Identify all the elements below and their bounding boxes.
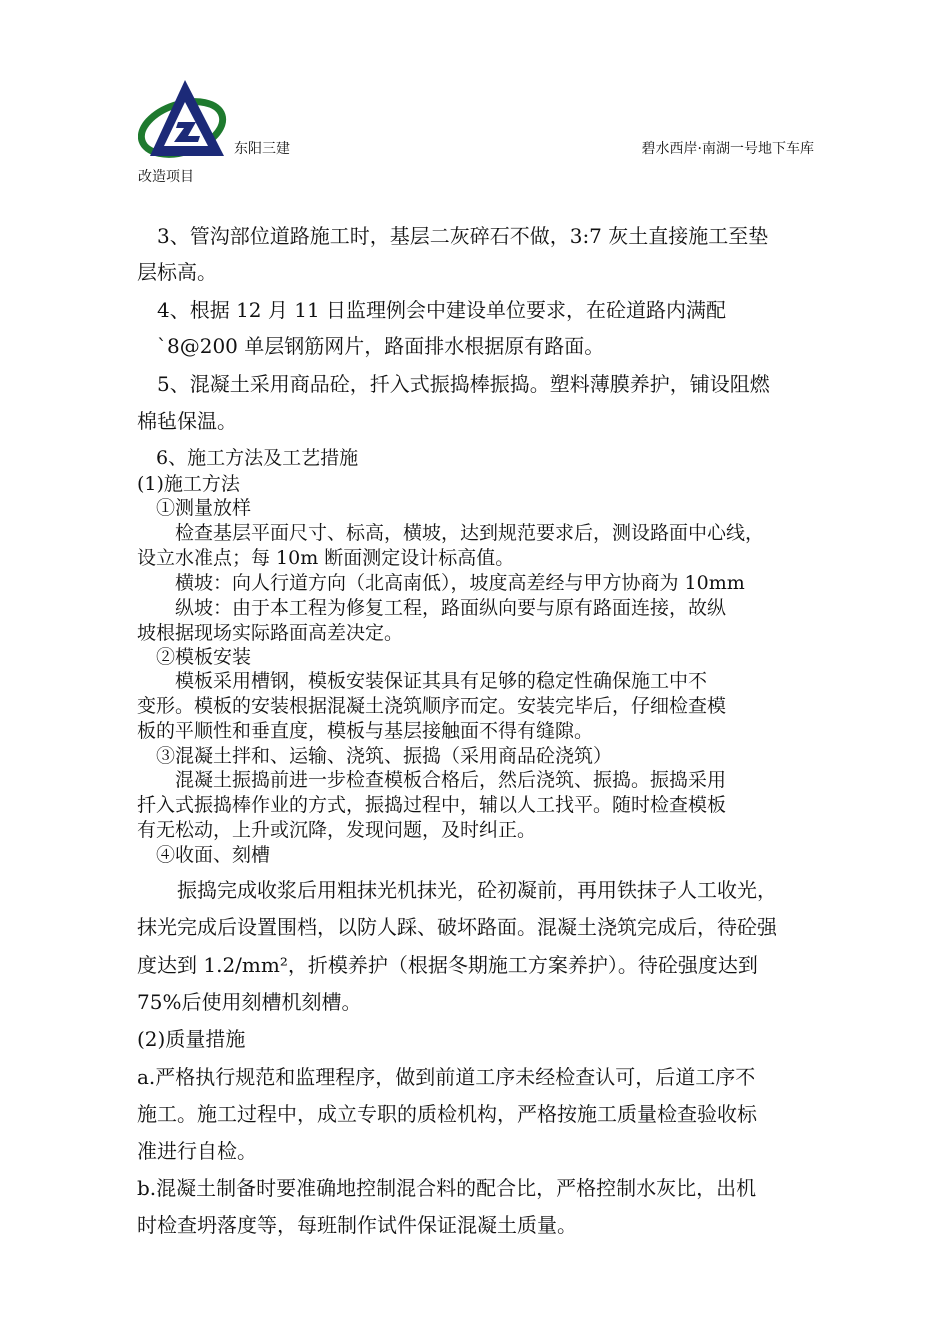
body-line: 时检查坍落度等，每班制作试件保证混凝土质量。 <box>137 1213 577 1237</box>
body-line: 扦入式振捣棒作业的方式，振捣过程中，辅以人工找平。随时检查模板 <box>137 794 727 816</box>
body-line: (1)施工方法 <box>137 473 240 495</box>
body-line: 75%后使用刻槽机刻槽。 <box>137 990 362 1014</box>
body-line: ②模板安装 <box>137 646 252 668</box>
body-line: 抹光完成后设置围档，以防人踩、破坏路面。混凝土浇筑完成后，待砼强 <box>137 915 777 939</box>
header-project-cont: 改造项目 <box>138 169 194 185</box>
body-line: 棉毡保温。 <box>137 409 237 433</box>
body-line: 检查基层平面尺寸、标高，横坡，达到规范要求后，测设路面中心线， <box>137 522 765 544</box>
body-line: 设立水准点；每 10m 断面测定设计标高值。 <box>137 547 515 569</box>
body-line: 有无松动，上升或沉降，发现问题，及时纠正。 <box>137 819 537 841</box>
body-line: 板的平顺性和垂直度，模板与基层接触面不得有缝隙。 <box>137 720 594 742</box>
body-line: 准进行自检。 <box>137 1139 257 1163</box>
body-line: 层标高。 <box>137 260 217 284</box>
body-line: b.混凝土制备时要准确地控制混合料的配合比，严格控制水灰比，出机 <box>137 1176 757 1200</box>
body-line: 6、施工方法及工艺措施 <box>137 447 359 469</box>
body-line: 5、混凝土采用商品砼，扦入式振捣棒振捣。塑料薄膜养护，铺设阻燃 <box>137 372 770 396</box>
body-line: 4、根据 12 月 11 日监理例会中建设单位要求，在砼道路内满配 <box>137 298 727 322</box>
body-line: 振捣完成收浆后用粗抹光机抹光，砼初凝前，再用铁抹子人工收光， <box>137 878 777 902</box>
body-line: 坡根据现场实际路面高差决定。 <box>137 622 404 644</box>
body-line: 3、管沟部位道路施工时，基层二灰碎石不做，3:7 灰土直接施工至垫 <box>137 224 769 248</box>
header-project: 碧水西岸·南湖一号地下车库 <box>641 141 814 157</box>
body-line: 变形。模板的安装根据混凝土浇筑顺序而定。安装完毕后，仔细检查模 <box>137 695 727 717</box>
body-line: ④收面、刻槽 <box>137 844 271 866</box>
body-line: ③混凝土拌和、运输、浇筑、振捣（采用商品砼浇筑） <box>137 745 613 767</box>
body-line: 纵坡：由于本工程为修复工程，路面纵向要与原有路面连接，故纵 <box>137 597 727 619</box>
company-logo <box>138 76 230 162</box>
header-company: 东阳三建 <box>234 141 290 157</box>
body-line: 度达到 1.2/mm²，折模养护（根据冬期施工方案养护）。待砼强度达到 <box>137 953 758 977</box>
body-line: a.严格执行规范和监理程序，做到前道工序未经检查认可，后道工序不 <box>137 1065 756 1089</box>
body-line: (2)质量措施 <box>137 1027 246 1051</box>
body-line: 模板采用槽钢，模板安装保证其具有足够的稳定性确保施工中不 <box>137 670 708 692</box>
body-line: 横坡：向人行道方向（北高南低），坡度高差经与甲方协商为 10mm <box>137 572 745 594</box>
body-line: 施工。施工过程中，成立专职的质检机构，严格按施工质量检查验收标 <box>137 1102 757 1126</box>
body-line: 混凝土振捣前进一步检查模板合格后，然后浇筑、振捣。振捣采用 <box>137 769 727 791</box>
body-line: `8@200 单层钢筋网片，路面排水根据原有路面。 <box>137 334 605 358</box>
body-line: ①测量放样 <box>137 497 252 519</box>
